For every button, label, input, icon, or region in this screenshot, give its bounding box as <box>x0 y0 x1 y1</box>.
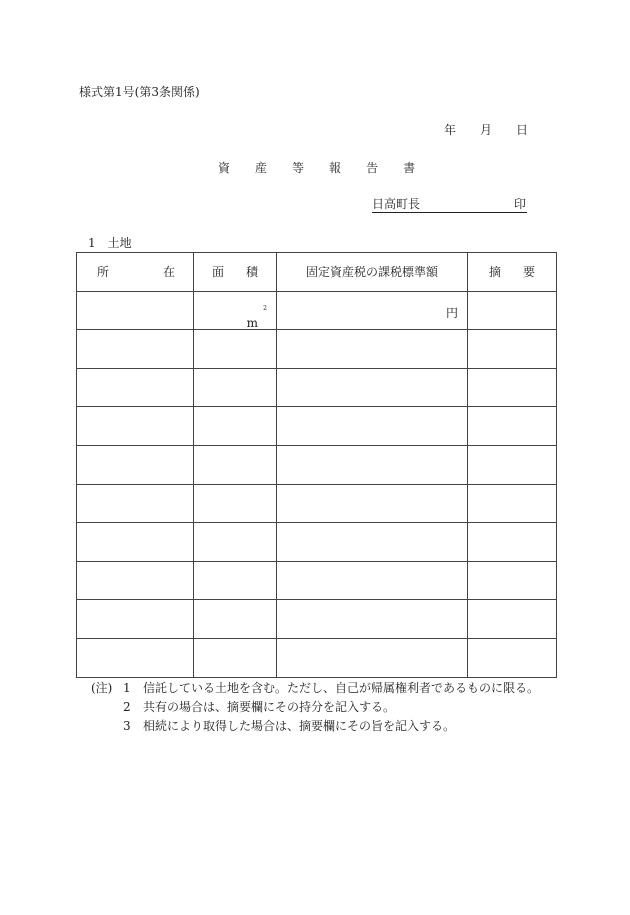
document-title <box>218 161 440 175</box>
note-number: 1 <box>123 681 131 695</box>
table-row <box>77 330 557 369</box>
area-cell[interactable] <box>194 445 277 484</box>
table-row <box>77 407 557 446</box>
header-area: 面 積 <box>194 253 277 292</box>
table-row <box>77 523 557 562</box>
header-location: 所 在 <box>77 253 194 292</box>
remarks-cell[interactable] <box>468 561 557 600</box>
tax-base-cell[interactable] <box>277 523 468 562</box>
remarks-cell[interactable] <box>468 600 557 639</box>
area-unit: m $^2$ <box>246 304 267 330</box>
land-table <box>76 252 557 678</box>
note-text: 信託している土地を含む。ただし、自己が帰属権利者であるものに限る。 <box>143 681 540 695</box>
table-row <box>77 484 557 523</box>
table-row <box>77 368 557 407</box>
table-row <box>77 600 557 639</box>
tax-base-cell[interactable] <box>277 291 468 330</box>
location-cell[interactable] <box>77 407 194 446</box>
section-title: 土地 <box>107 236 132 250</box>
location-cell[interactable] <box>77 561 194 600</box>
note-text: 共有の場合は、摘要欄にその持分を記入する。 <box>143 700 396 714</box>
remarks-cell[interactable] <box>468 484 557 523</box>
day-label: 日 <box>516 123 529 137</box>
month-label: 月 <box>480 123 493 137</box>
table-row <box>77 291 557 330</box>
remarks-cell[interactable] <box>468 291 557 330</box>
remarks-cell[interactable] <box>468 638 557 677</box>
location-cell[interactable] <box>77 523 194 562</box>
tax-base-cell[interactable] <box>277 445 468 484</box>
note-number: 2 <box>123 700 131 714</box>
area-cell[interactable] <box>194 600 277 639</box>
location-cell[interactable] <box>77 330 194 369</box>
area-cell[interactable] <box>194 407 277 446</box>
remarks-cell[interactable] <box>468 445 557 484</box>
area-cell[interactable] <box>194 291 277 330</box>
location-cell[interactable] <box>77 638 194 677</box>
area-cell[interactable] <box>194 330 277 369</box>
year-label: 年 <box>444 123 457 137</box>
note-prefix: (注) <box>91 681 113 695</box>
note-text: 相続により取得した場合は、摘要欄にその旨を記入する。 <box>143 719 456 733</box>
remarks-cell[interactable] <box>468 330 557 369</box>
date-line <box>444 123 552 137</box>
yen-unit: 円 <box>445 305 458 320</box>
title-char: 告 <box>366 161 379 175</box>
remarks-cell[interactable] <box>468 368 557 407</box>
area-cell[interactable] <box>194 561 277 600</box>
tax-base-cell[interactable] <box>277 600 468 639</box>
table-row <box>77 445 557 484</box>
title-char: 報 <box>329 161 342 175</box>
title-char: 産 <box>255 161 268 175</box>
tax-base-cell[interactable] <box>277 407 468 446</box>
tax-base-cell[interactable] <box>277 368 468 407</box>
title-char: 等 <box>292 161 305 175</box>
addressee: 日高町長 <box>372 197 421 211</box>
title-char: 資 <box>218 161 231 175</box>
table-row <box>77 561 557 600</box>
area-cell[interactable] <box>194 368 277 407</box>
area-cell[interactable] <box>194 523 277 562</box>
tax-base-cell[interactable] <box>277 330 468 369</box>
tax-base-cell[interactable] <box>277 561 468 600</box>
area-cell[interactable] <box>194 638 277 677</box>
header-tax-base: 固定資産税の課税標準額 <box>277 253 468 292</box>
location-cell[interactable] <box>77 368 194 407</box>
location-cell[interactable] <box>77 484 194 523</box>
header-remarks: 摘 要 <box>468 253 557 292</box>
section-heading <box>88 236 132 250</box>
section-number: 1 <box>88 236 96 250</box>
remarks-cell[interactable] <box>468 407 557 446</box>
area-cell[interactable] <box>194 484 277 523</box>
seal-mark: 印 <box>513 197 526 211</box>
note-number: 3 <box>123 719 131 733</box>
location-cell[interactable] <box>77 600 194 639</box>
form-number: 様式第1号(第3条関係) <box>79 85 200 99</box>
tax-base-cell[interactable] <box>277 484 468 523</box>
table-header-row <box>77 253 557 292</box>
table-row <box>77 638 557 677</box>
addressee-line <box>372 197 527 213</box>
location-cell[interactable] <box>77 291 194 330</box>
remarks-cell[interactable] <box>468 523 557 562</box>
tax-base-cell[interactable] <box>277 638 468 677</box>
location-cell[interactable] <box>77 445 194 484</box>
title-char: 書 <box>403 161 416 175</box>
